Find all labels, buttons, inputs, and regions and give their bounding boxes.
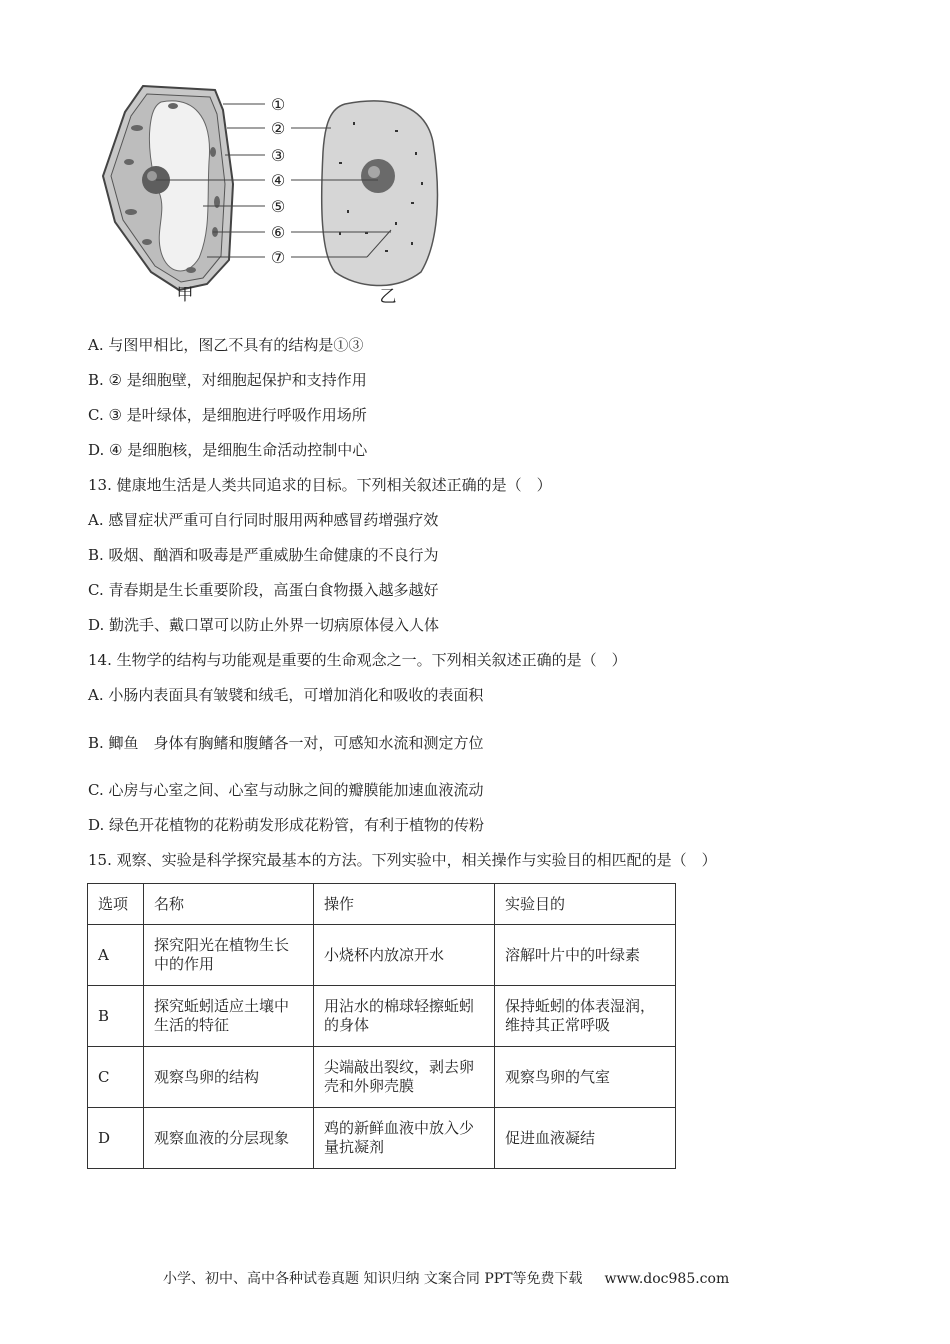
table-cell: A xyxy=(88,925,144,986)
q14-option-c: C. 心房与心室之间、心室与动脉之间的瓣膜能加速血液流动 xyxy=(88,781,484,799)
q13-option-d: D. 勤洗手、戴口罩可以防止外界一切病原体侵入人体 xyxy=(88,616,440,634)
table-cell: C xyxy=(88,1047,144,1108)
table-cell: 观察血液的分层现象 xyxy=(144,1108,314,1169)
footer-text: 小学、初中、高中各种试卷真题 知识归纳 文案合同 PPT等免费下载 xyxy=(163,1271,583,1287)
table-cell: 小烧杯内放凉开水 xyxy=(314,925,495,986)
table-cell: 观察鸟卵的气室 xyxy=(495,1047,676,1108)
q12-option-a: A. 与图甲相比，图乙不具有的结构是①③ xyxy=(88,336,364,354)
callout-5: ⑤ xyxy=(270,197,286,216)
q14-stem: 14. 生物学的结构与功能观是重要的生命观念之一。下列相关叙述正确的是（ ） xyxy=(88,651,627,669)
table-cell: 探究阳光在植物生长中的作用 xyxy=(144,925,314,986)
callout-4: ④ xyxy=(270,171,286,190)
table-header-row xyxy=(88,884,676,925)
header-cell: 选项 xyxy=(88,884,144,925)
q15-table xyxy=(87,883,676,1169)
table-cell: 用沾水的棉球轻擦蚯蚓的身体 xyxy=(314,986,495,1047)
table-cell: D xyxy=(88,1108,144,1169)
footer-site-link[interactable]: www.doc985.com xyxy=(604,1271,730,1287)
table-cell: 观察鸟卵的结构 xyxy=(144,1047,314,1108)
q12-option-d: D. ④ 是细胞核，是细胞生命活动控制中心 xyxy=(88,441,368,459)
page-footer xyxy=(163,1269,729,1289)
q12-option-b: B. ② 是细胞壁，对细胞起保护和支持作用 xyxy=(88,371,367,389)
table-row xyxy=(88,925,676,986)
table-cell: 探究蚯蚓适应土壤中生活的特征 xyxy=(144,986,314,1047)
callout-1: ① xyxy=(270,95,286,114)
callout-7: ⑦ xyxy=(270,248,286,267)
table-cell: B xyxy=(88,986,144,1047)
table-cell: 促进血液凝结 xyxy=(495,1108,676,1169)
plant-cell xyxy=(103,86,233,290)
animal-cell xyxy=(322,101,438,286)
table-cell: 鸡的新鲜血液中放入少量抗凝剂 xyxy=(314,1108,495,1169)
q13-option-b: B. 吸烟、酗酒和吸毒是严重威胁生命健康的不良行为 xyxy=(88,546,439,564)
label-jia: 甲 xyxy=(176,285,194,305)
callout-6: ⑥ xyxy=(270,223,286,242)
table-row xyxy=(88,986,676,1047)
header-cell: 名称 xyxy=(144,884,314,925)
table-row xyxy=(88,1108,676,1169)
q14-option-a: A. 小肠内表面具有皱襞和绒毛，可增加消化和吸收的表面积 xyxy=(88,686,484,704)
table-cell: 保持蚯蚓的体表湿润，维持其正常呼吸 xyxy=(495,986,676,1047)
q13-option-a: A. 感冒症状严重可自行同时服用两种感冒药增强疗效 xyxy=(88,511,439,529)
table-row xyxy=(88,1047,676,1108)
table-cell: 尖端敲出裂纹，剥去卵壳和外卵壳膜 xyxy=(314,1047,495,1108)
q14-option-b: B. 鲫鱼 身体有胸鳍和腹鳍各一对，可感知水流和测定方位 xyxy=(88,734,484,752)
q14-option-d: D. 绿色开花植物的花粉萌发形成花粉管，有利于植物的传粉 xyxy=(88,816,485,834)
q13-option-c: C. 青春期是生长重要阶段，高蛋白食物摄入越多越好 xyxy=(88,581,439,599)
header-cell: 操作 xyxy=(314,884,495,925)
label-yi: 乙 xyxy=(379,287,397,307)
cell-diagram xyxy=(95,82,455,310)
table-cell: 溶解叶片中的叶绿素 xyxy=(495,925,676,986)
q12-option-c: C. ③ 是叶绿体，是细胞进行呼吸作用场所 xyxy=(88,406,367,424)
q13-stem: 13. 健康地生活是人类共同追求的目标。下列相关叙述正确的是（ ） xyxy=(88,476,552,494)
callout-2: ② xyxy=(270,119,286,138)
q15-stem: 15. 观察、实验是科学探究最基本的方法。下列实验中，相关操作与实验目的相匹配的是（ ） xyxy=(88,851,717,869)
header-cell: 实验目的 xyxy=(495,884,676,925)
callout-3: ③ xyxy=(270,146,286,165)
